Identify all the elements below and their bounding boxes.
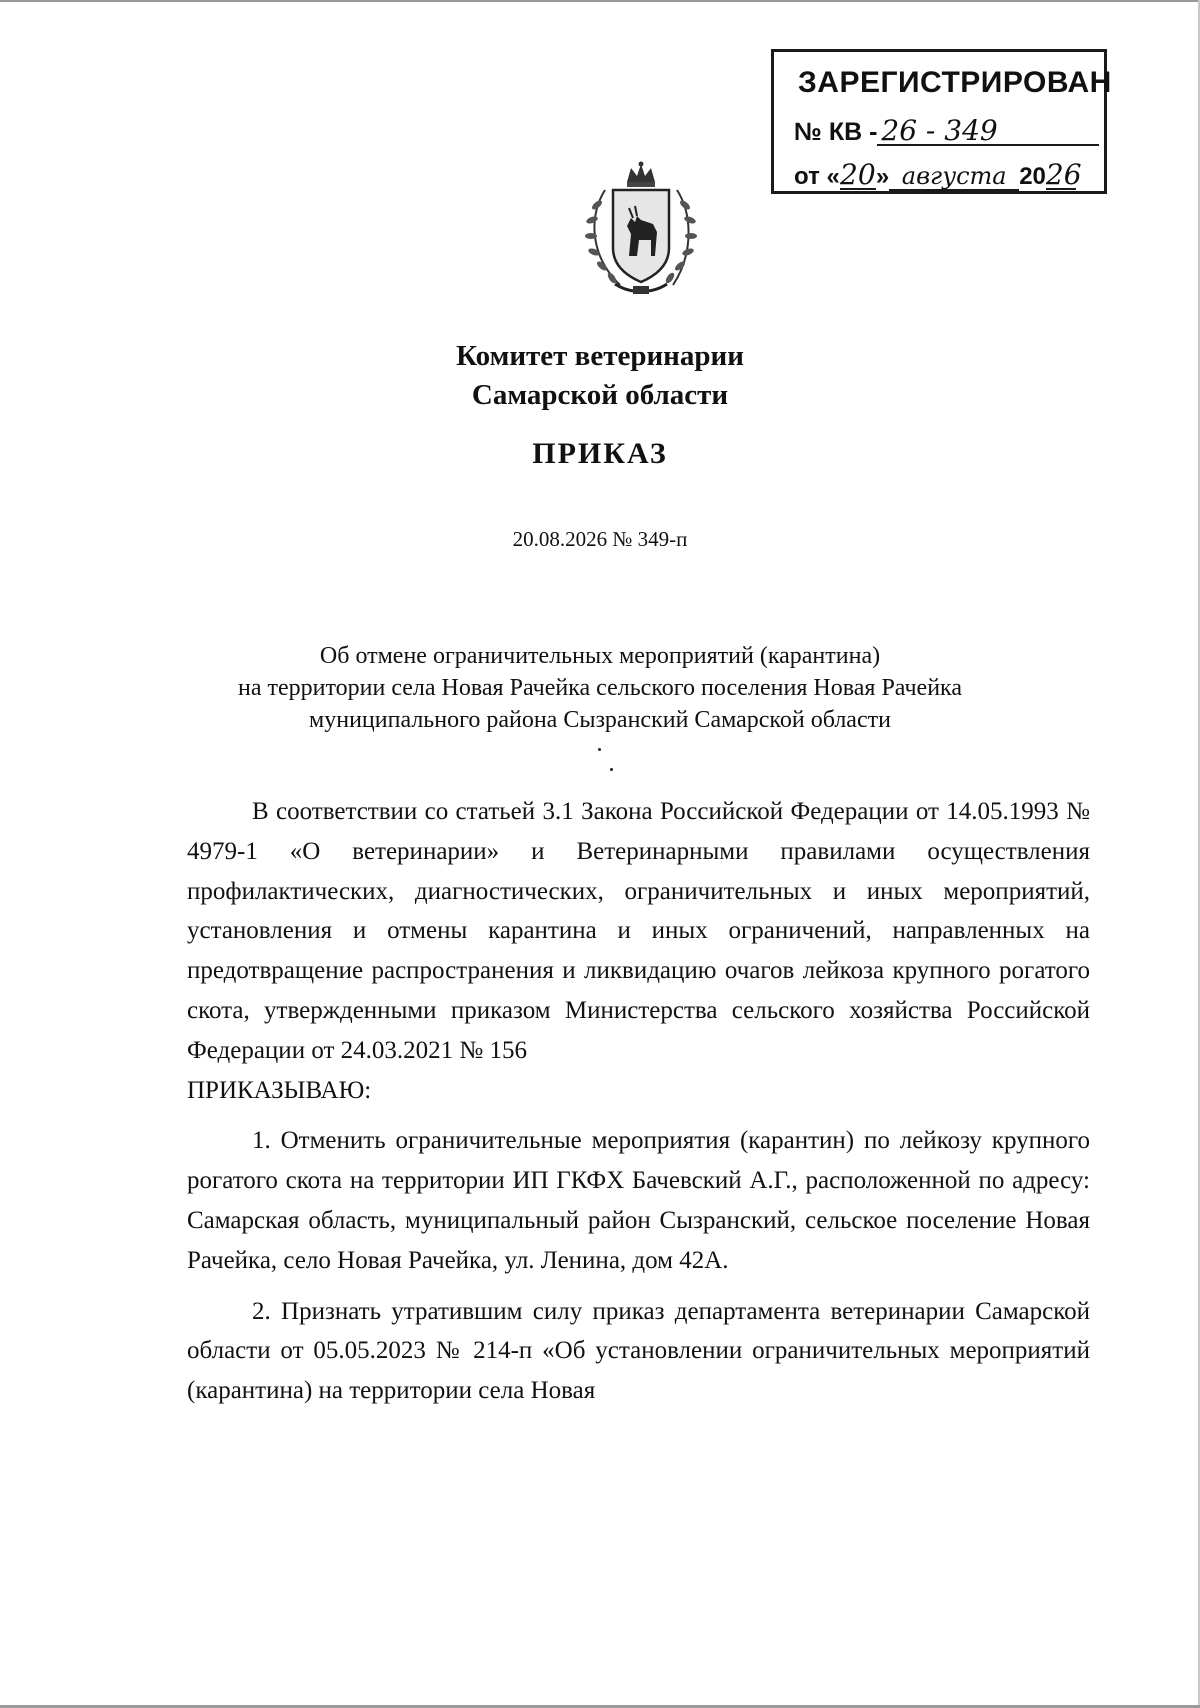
stamp-date-day: 20: [840, 158, 876, 191]
order-word: ПРИКАЗЫВАЮ:: [187, 1076, 372, 1104]
order-item-2: 2. Признать утратившим силу приказ департамента ветеринарии Самарской области от 05.05.2023 № 214-п «Об установлении ограничительных мероприятий (карантина) на территории села Новая: [187, 1297, 1090, 1405]
document-subject: [0, 640, 1200, 736]
order-item-1: 1. Отменить ограничительные мероприятия (карантин) по лейкозу крупного рогатого скота на территории ИП ГКФХ Бачевский А.Г., расположенной по адресу: Самарская область, муниципальный район Сызранский, сельское поселение Новая Рачейка, село Новая Рачейка, ул. Ленина, дом 42А.: [187, 1127, 1090, 1274]
scan-speck: [598, 748, 601, 751]
stamp-title: ЗАРЕГИСТРИРОВАН: [798, 66, 1112, 99]
scan-speck: [610, 768, 613, 771]
organization-name: [0, 337, 1200, 415]
document-body: [187, 792, 1090, 1411]
stamp-number-label: № КВ -: [794, 118, 878, 146]
organization-name-line2: Самарской области: [471, 379, 729, 411]
stamp-date-year-suffix: 26: [1045, 158, 1082, 191]
preamble-paragraph: В соответствии со статьей 3.1 Закона Российской Федерации от 14.05.1993 № 4979-1 «О ветеринарии» и Ветеринарными правилами осуществления профилактических, диагностических, ограничительных и иных мероприятий, установления и отмены карантина и иных ограничений, направленных на предотвращение распространения и ликвидацию очагов лейкоза крупного рогатого скота, утвержденными приказом Министерства сельского хозяйства Российской Федерации от 24.03.2021 № 156: [187, 798, 1090, 1064]
stamp-date-mid: »: [875, 163, 890, 190]
stamp-date-line: [794, 158, 1082, 191]
samara-oblast-coat-of-arms-icon: [575, 160, 707, 300]
subject-line3: муниципального района Сызранский Самарской области: [309, 707, 891, 733]
subject-line2: на территории села Новая Рачейка сельского поселения Новая Рачейка: [237, 675, 962, 701]
organization-name-line1: Комитет ветеринарии: [456, 340, 744, 372]
scan-edge-top: [0, 0, 1200, 2]
stamp-date-month: августа: [889, 163, 1019, 191]
stamp-number-handwritten: 26 - 349: [877, 118, 1099, 146]
subject-line1: Об отмене ограничительных мероприятий (карантина): [319, 643, 881, 669]
registration-stamp: [771, 49, 1112, 194]
stamp-date-prefix: от «: [794, 163, 840, 190]
stamp-number-line: [794, 114, 1099, 147]
document-date-number: 20.08.2026 № 349-п: [512, 527, 688, 551]
stamp-date-year-prefix: 20: [1019, 163, 1046, 190]
document-type: ПРИКАЗ: [532, 437, 668, 470]
